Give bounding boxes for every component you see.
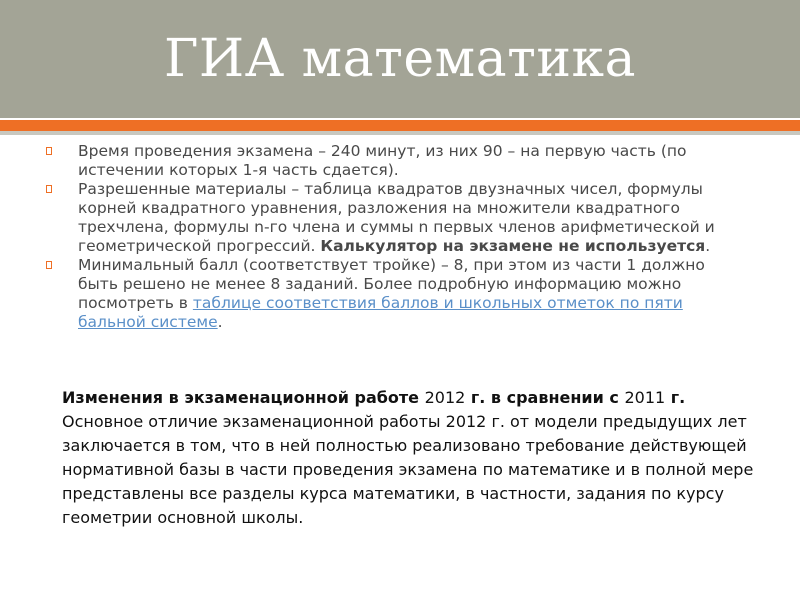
changes-body: Основное отличие экзаменационной работы 2012 г. от модели предыдущих лет заключается в том, что в ней полностью реализовано требование действующей нормативной базы в части проведения экзамена по математике и в полной мере представлены все разделы курса математики, в частности, задания по курсу геометрии основной школы. [62,412,754,527]
square-bullet-icon [46,260,55,271]
list-item [46,142,746,180]
changes-section [62,386,772,530]
square-bullet-icon [46,184,55,195]
page-title: ГИА математика [163,29,637,89]
bullet-text: Время проведения экзамена – 240 минут, из них 90 – на первую часть (по истечении которых 1-я часть сдается). [78,142,687,179]
bullet-text: Минимальный балл (соответствует тройке) – 8, при этом из части 1 должно быть решено не менее 8 заданий. Более подробную информацию можно посмотреть в [78,256,705,312]
score-table-link[interactable]: таблице соответствия баллов и школьных отметок по пяти бальной системе [78,294,683,331]
bullet-text: Разрешенные материалы – таблица квадратов двузначных чисел, формулы корней квадратного уравнения, разложения на множители квадратного трехчлена, формулы n-го члена и суммы n первых членов арифметической и геометрической прогрессий. [78,180,715,255]
changes-heading-year: 2012 [424,388,466,407]
divider-line [0,131,800,135]
list-item [46,180,746,256]
changes-heading-year: 2011 [624,388,666,407]
square-bullet-icon [46,146,55,157]
calculator-note: Калькулятор на экзамене не используется [320,237,706,255]
bullet-list [46,142,746,332]
changes-heading-text: Изменения в экзаменационной работе [62,388,425,407]
changes-heading [62,386,772,410]
changes-heading-text: г. [665,388,686,407]
bullet-text-end: . [217,313,223,331]
changes-heading-text: г. в сравнении с [465,388,625,407]
accent-line [0,120,800,131]
bullet-text-end: . [705,237,711,255]
list-item [46,256,746,332]
